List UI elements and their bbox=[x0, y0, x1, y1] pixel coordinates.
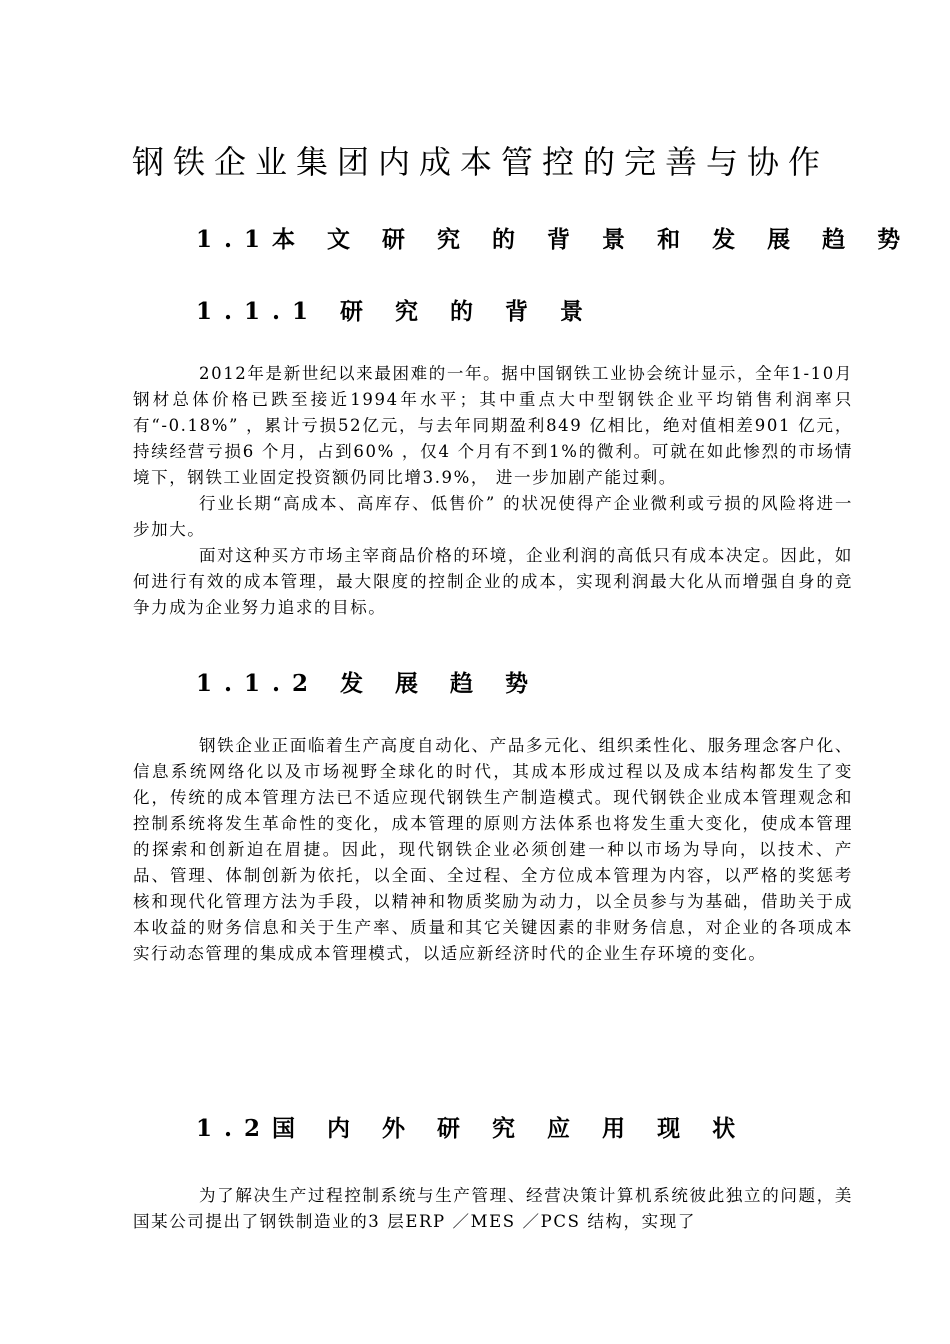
section-1-1-1-heading: 1.1.1 研 究 的 背 景 bbox=[196, 298, 596, 325]
paragraph-trend-1: 钢铁企业正面临着生产高度自动化、产品多元化、组织柔性化、服务理念客户化、信息系统网络化以及市场视野全球化的时代，其成本形成过程以及成本结构都发生了变化，传统的成本管理方法已不适应现代钢铁生产制造模式。现代钢铁企业成本管理观念和控制系统将发生革命性的变化，成本管理的原则方法体系也将发生重大变化，使成本管理的探索和创新迫在眉捷。因此，现代钢铁企业必须创建一种以市场为导向，以技术、产品、管理、体制创新为依托，以全面、全过程、全方位成本管理为内容，以严格的奖惩考核和现代化管理方法为手段，以精神和物质奖励为动力，以全员参与为基础，借助关于成本收益的财务信息和关于生产率、质量和其它关键因素的非财务信息，对企业的各项成本实行动态管理的集成成本管理模式，以适应新经济时代的企业生存环境的变化。 bbox=[133, 736, 853, 963]
paragraph-background-3: 面对这种买方市场主宰商品价格的环境，企业利润的高低只有成本决定。因此，如何进行有效的成本管理，最大限度的控制企业的成本，实现利润最大化从而增强自身的竞争力成为企业努力追求的目标。 bbox=[133, 546, 853, 617]
section-1-1-1-body bbox=[133, 361, 853, 621]
paragraph-background-1: 2012年是新世纪以来最困难的一年。据中国钢铁工业协会统计显示，全年1-10月钢材总体价格已跌至接近1994年水平；其中重点大中型钢铁企业平均销售利润率只有“-0.18%” ，累计亏损52亿元，与去年同期盈利849 亿相比，绝对值相差901 亿元，持续经营亏损6 个月，占到60% ，仅4 个月有不到1%的微利。可就在如此惨烈的市场情境下，钢铁工业固定投资额仍同比增3.9%， 进一步加剧产能过剩。 bbox=[133, 364, 853, 487]
document-title: 钢铁企业集团内成本管控的完善与协作 bbox=[132, 143, 830, 181]
paragraph-status-1: 为了解决生产过程控制系统与生产管理、经营决策计算机系统彼此独立的问题，美国某公司提出了钢铁制造业的3 层ERP ／MES ／PCS 结构，实现了 bbox=[133, 1186, 853, 1231]
section-1-2-heading: 1.2国 内 外 研 究 应 用 现 状 bbox=[196, 1115, 748, 1142]
paragraph-background-2: 行业长期“高成本、高库存、低售价” 的状况使得产企业微利或亏损的风险将进一步加大。 bbox=[133, 494, 853, 539]
section-1-1-2-body bbox=[133, 733, 853, 967]
section-1-2-body bbox=[133, 1183, 853, 1235]
section-1-1-2-heading: 1.1.2 发 展 趋 势 bbox=[196, 670, 541, 697]
section-1-1-heading: 1.1本 文 研 究 的 背 景 和 发 展 趋 势 bbox=[196, 226, 913, 253]
